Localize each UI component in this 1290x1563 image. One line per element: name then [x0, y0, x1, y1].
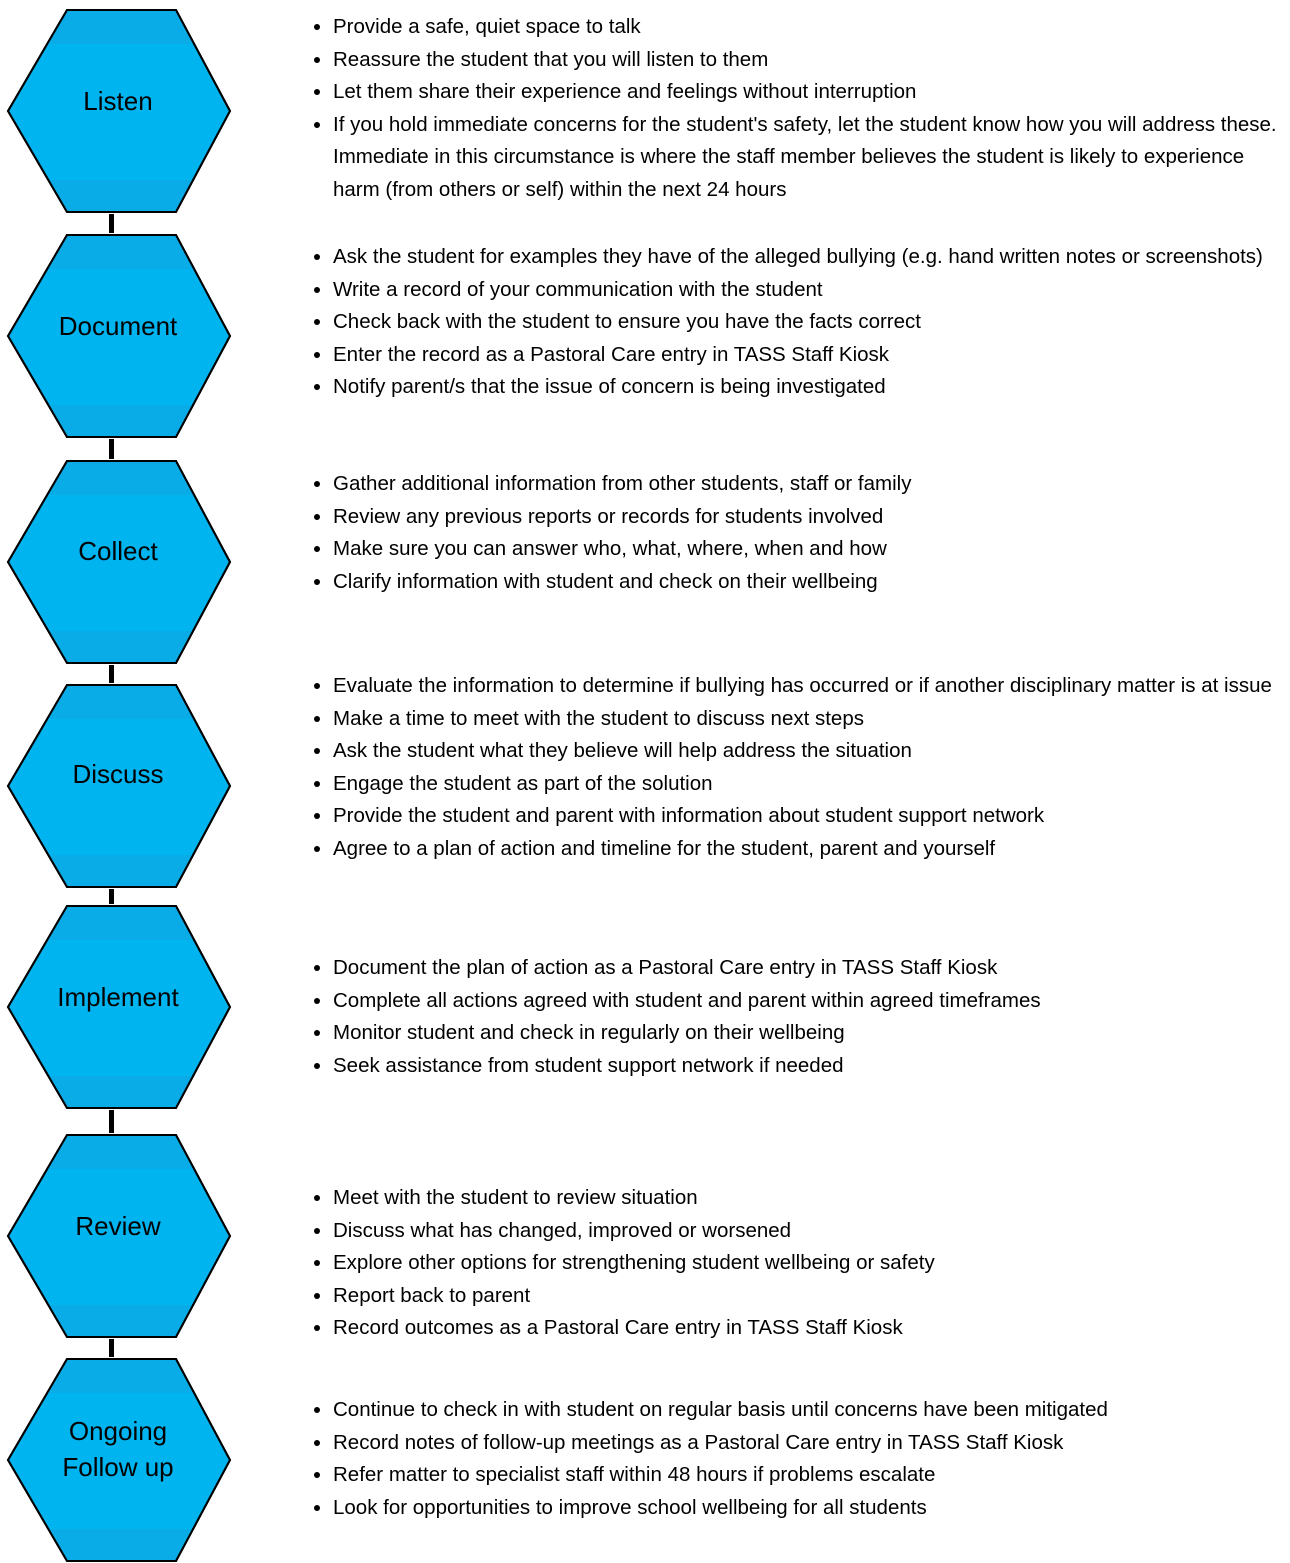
step-bullets-listen [288, 11, 1283, 206]
hexagon-top-band [0, 1359, 240, 1393]
bullet-item: • Complete all actions agreed with student and parent within agreed timeframes [333, 985, 1283, 1018]
step-label-ongoing-follow-up: Ongoing Follow up [62, 1416, 174, 1482]
step-bullets-discuss [288, 670, 1283, 865]
step-bullets-ongoing-follow-up [288, 1394, 1283, 1524]
bullet-item: • Report back to parent [333, 1280, 1283, 1313]
bullet-item: • Ask the student for examples they have of the alleged bullying (e.g. hand written notes or screenshots) [333, 241, 1283, 274]
bullet-item: • Notify parent/s that the issue of concern is being investigated [333, 371, 1283, 404]
hexagon-top-band [0, 1135, 240, 1169]
bullet-item: • Check back with the student to ensure you have the facts correct [333, 306, 1283, 339]
step-bullets-implement [288, 952, 1283, 1082]
hexagon-bottom-band [0, 1076, 240, 1108]
hexagon-bottom-band [0, 1529, 240, 1561]
bullet-item: • Make a time to meet with the student to discuss next steps [333, 703, 1283, 736]
hexagon-top-band [0, 10, 240, 44]
bullet-item: • Engage the student as part of the solution [333, 768, 1283, 801]
step-label-discuss: Discuss [72, 759, 164, 789]
bullet-item: • Monitor student and check in regularly on their wellbeing [333, 1017, 1283, 1050]
bullet-item: • Evaluate the information to determine if bullying has occurred or if another disciplinary matter is at issue [333, 670, 1283, 703]
hexagon-bottom-band [0, 1305, 240, 1337]
bullet-item: • If you hold immediate concerns for the student's safety, let the student know how you will address these. Immediate in this circumstance is where the staff member believes the student is likely to experience harm (from others or self) within the next 24 hours [333, 109, 1283, 207]
process-chain [0, 0, 240, 1555]
bullet-item: • Write a record of your communication with the student [333, 274, 1283, 307]
bullet-item: • Record notes of follow-up meetings as a Pastoral Care entry in TASS Staff Kiosk [333, 1427, 1283, 1460]
hexagon-top-band [0, 906, 240, 940]
bullet-item: • Meet with the student to review situation [333, 1182, 1283, 1215]
hexagon-bottom-band [0, 180, 240, 212]
connector-line [109, 1339, 114, 1357]
bullet-item: • Gather additional information from other students, staff or family [333, 468, 1283, 501]
bullet-item: • Let them share their experience and feelings without interruption [333, 76, 1283, 109]
bullet-item: • Make sure you can answer who, what, where, when and how [333, 533, 1283, 566]
connector-line [109, 665, 114, 683]
hexagon-bottom-band [0, 855, 240, 887]
step-bullets-review [288, 1182, 1283, 1345]
connector-line [109, 889, 114, 904]
bullet-item: • Reassure the student that you will listen to them [333, 44, 1283, 77]
step-bullets-document [288, 241, 1283, 404]
bullet-item: • Clarify information with student and check on their wellbeing [333, 566, 1283, 599]
bullet-item: • Explore other options for strengthening student wellbeing or safety [333, 1247, 1283, 1280]
bullet-item: • Seek assistance from student support network if needed [333, 1050, 1283, 1083]
hexagon-top-band [0, 235, 240, 269]
connector-line [109, 439, 114, 459]
bullet-item: • Ask the student what they believe will help address the situation [333, 735, 1283, 768]
hexagon-bottom-band [0, 405, 240, 437]
step-label-document: Document [58, 311, 178, 341]
step-label-collect: Collect [78, 536, 158, 566]
bullet-item: • Look for opportunities to improve school wellbeing for all students [333, 1492, 1283, 1525]
connector-line [109, 1110, 114, 1133]
bullet-item: • Discuss what has changed, improved or worsened [333, 1215, 1283, 1248]
step-label-listen: Listen [83, 86, 153, 116]
bullet-item: • Enter the record as a Pastoral Care entry in TASS Staff Kiosk [333, 339, 1283, 372]
hexagon-top-band [0, 461, 240, 495]
step-label-implement: Implement [57, 982, 179, 1012]
bullet-item: • Provide a safe, quiet space to talk [333, 11, 1283, 44]
step-bullets-collect [288, 468, 1283, 598]
bullet-item: • Record outcomes as a Pastoral Care entry in TASS Staff Kiosk [333, 1312, 1283, 1345]
hexagon-bottom-band [0, 631, 240, 663]
hexagon-top-band [0, 685, 240, 719]
bullet-item: • Document the plan of action as a Pastoral Care entry in TASS Staff Kiosk [333, 952, 1283, 985]
connector-line [109, 214, 114, 233]
bullet-item: • Refer matter to specialist staff within 48 hours if problems escalate [333, 1459, 1283, 1492]
bullet-item: • Provide the student and parent with information about student support network [333, 800, 1283, 833]
bullet-item: • Agree to a plan of action and timeline for the student, parent and yourself [333, 833, 1283, 866]
bullet-item: • Continue to check in with student on regular basis until concerns have been mitigated [333, 1394, 1283, 1427]
bullet-item: • Review any previous reports or records for students involved [333, 501, 1283, 534]
step-label-review: Review [75, 1211, 161, 1241]
